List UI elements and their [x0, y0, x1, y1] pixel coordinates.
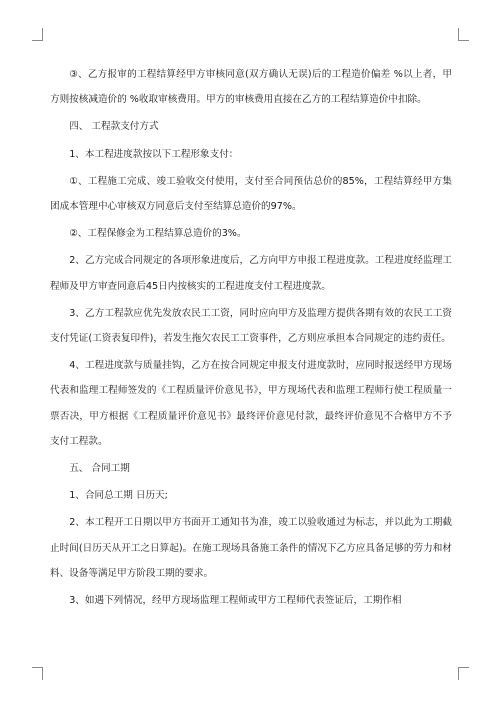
- paragraph-wages: 3、乙方工程款应优先发放农民工工资，同时应向甲方及监理方提供各期有效的农民工工资支付凭证(工资表复印件)，若发生拖欠农民工工资事件，乙方则应承担本合同规定的违约责任。: [50, 307, 452, 345]
- paragraph-quality: 4、工程进度款与质量挂钩，乙方在按合同规定申报支付进度款时，应同时报送经甲方现场代表和监理工程师签发的《工程质量评价意见书》，甲方现场代表和监理工程师行使工程质量一票否决，甲方根据《工程质量评价意见书》最终评价意见付款，最终评价意见不合格甲方不予支付工程款。: [50, 360, 452, 447]
- paragraph-progress-report: 2、乙方完成合同规定的各项形象进度后，乙方向甲方申报工程进度款。工程进度经监理工程师及甲方审查同意后45日内按核实的工程进度支付工程进度款。: [50, 255, 452, 292]
- crop-mark-bottom-left: [32, 667, 43, 680]
- crop-mark-top-right: [458, 28, 469, 41]
- section-heading-schedule: 五、 合同工期: [69, 463, 130, 475]
- paragraph-payment-completion: ①、工程施工完成、竣工验收交付使用，支付至合同预估总价的85%，工程结算经甲方集团成本管理中心审核双方同意后支付至结算总造价的97%。: [50, 175, 452, 213]
- paragraph-payment-basis: 1、本工程进度款按以下工程形象支付：: [69, 148, 239, 160]
- paragraph-audit-fee: ③、乙方报审的工程结算经甲方审核同意(双方确认无误)后的工程造价偏差 %以上者，甲方则按核减造价的 %收取审核费用。甲方的审核费用直接在乙方的工程结算造价中扣除。: [50, 69, 452, 106]
- section-heading-payment: 四、 工程款支付方式: [69, 121, 159, 133]
- crop-mark-bottom-right: [458, 667, 469, 680]
- paragraph-extension: 3、如遇下列情况，经甲方现场监理工程师或甲方工程师代表签证后，工期作相: [69, 595, 402, 607]
- paragraph-start-date: 2、本工程开工日期以甲方书面开工通知书为准，竣工以验收通过为标志，并以此为工期截止时间(日历天从开工之日算起)。在施工现场具备施工条件的情况下乙方应具备足够的劳力和材料、设备等满足甲方阶段工期的要求。: [50, 517, 452, 579]
- document-page: [50, 62, 452, 615]
- paragraph-total-duration: 1、合同总工期 日历天;: [69, 490, 168, 502]
- crop-mark-top-left: [32, 28, 43, 41]
- paragraph-warranty: ②、工程保修金为工程结算总造价的3%。: [69, 228, 247, 240]
